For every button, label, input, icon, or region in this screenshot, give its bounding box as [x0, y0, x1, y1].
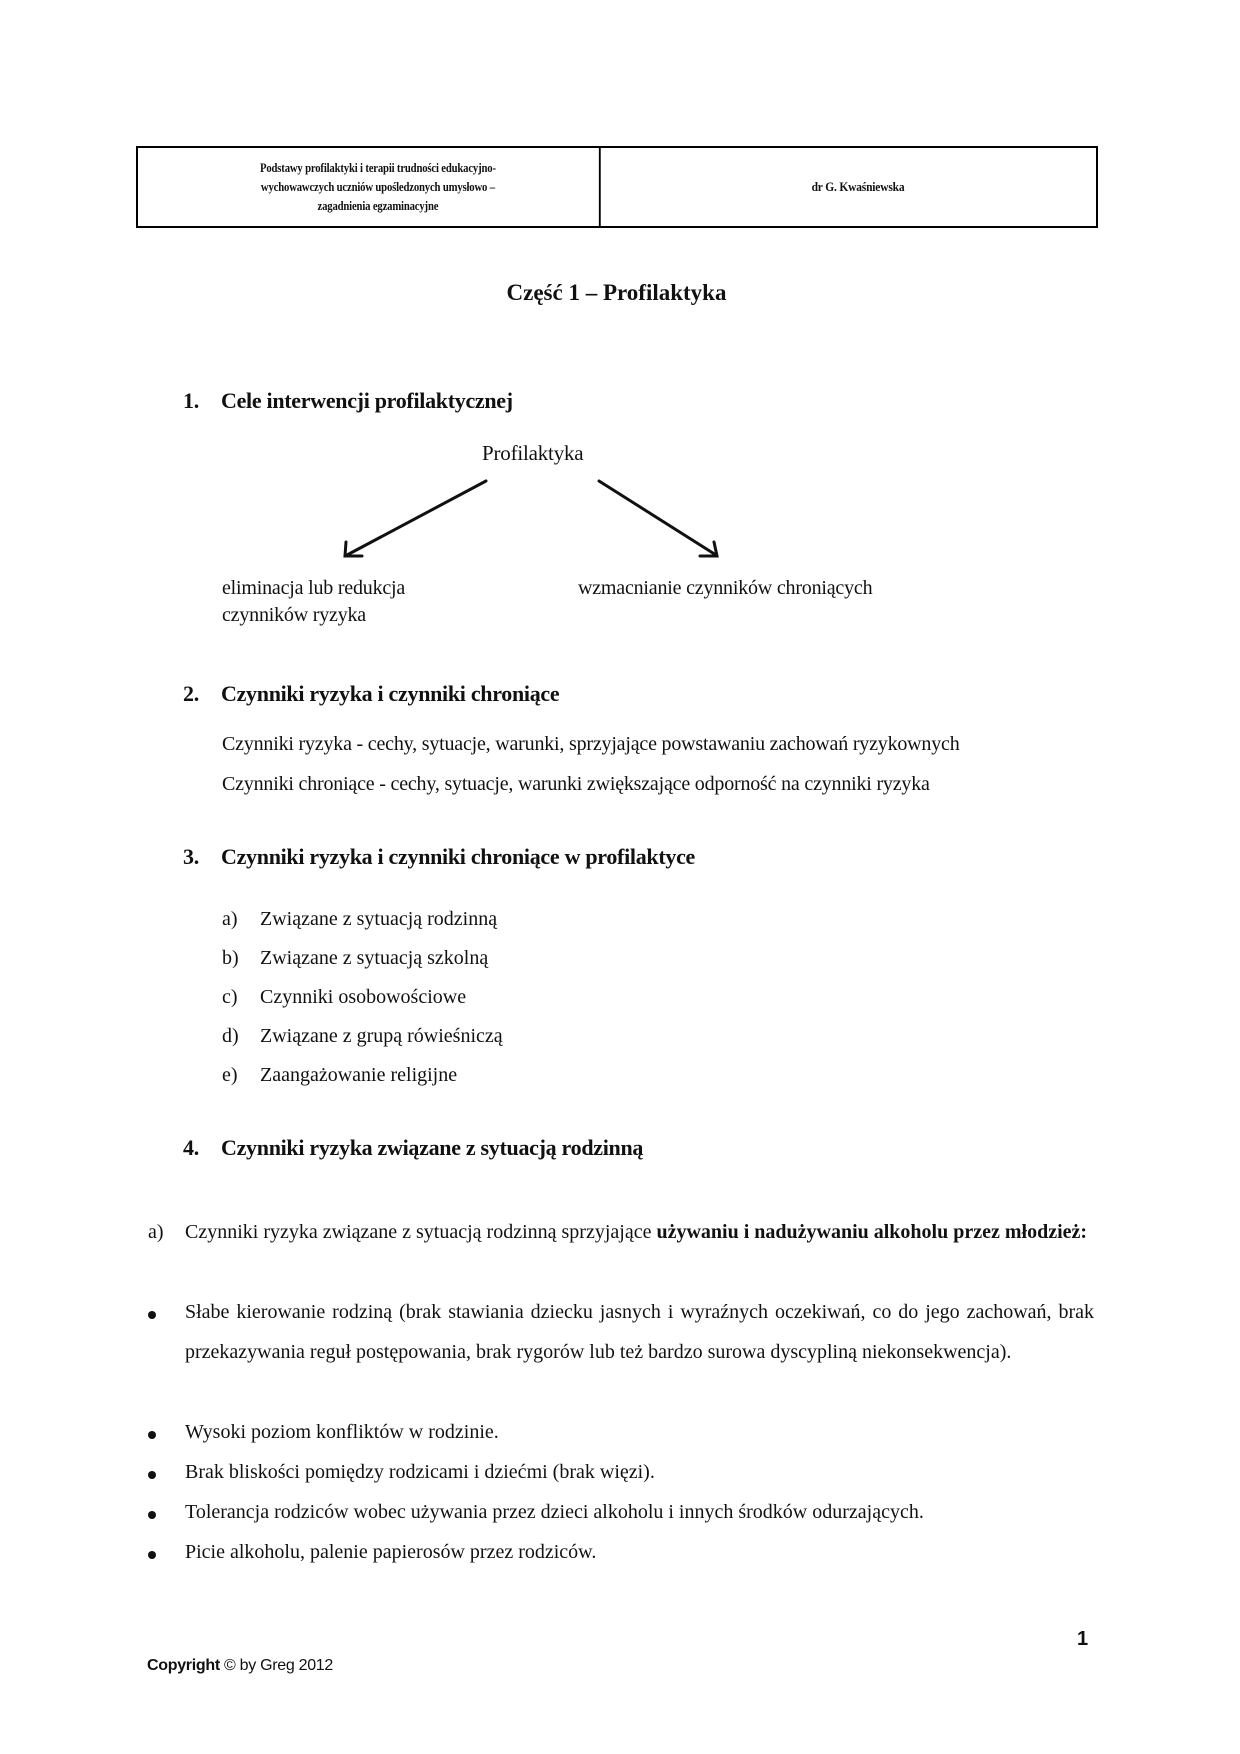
- diagram-root-label: Profilaktyka: [482, 441, 584, 465]
- bullet-icon: [148, 1511, 156, 1519]
- list-item: d) Związane z grupą rówieśniczą: [222, 1025, 503, 1047]
- bullet-item: Wysoki poziom konfliktów w rodzinie.: [148, 1412, 1094, 1452]
- definition-risk-factors: Czynniki ryzyka - cechy, sytuacje, warunki, sprzyjające powstawaniu zachowań ryzykownych: [222, 733, 960, 755]
- diagram-left-label-line-2: czynników ryzyka: [222, 604, 366, 626]
- section-1-heading: 1. Cele interwencji profilaktycznej: [183, 388, 513, 413]
- right-arrow-line: [599, 481, 716, 555]
- bullet-item: Brak bliskości pomiędzy rodzicami i dziećmi (brak więzi).: [148, 1452, 1094, 1492]
- bullet-icon: [148, 1431, 156, 1439]
- bullet-item: Tolerancja rodziców wobec używania przez dzieci alkoholu i innych środków odurzających.: [148, 1492, 1094, 1532]
- left-arrow-line: [347, 481, 486, 555]
- list-item: e) Zaangażowanie religijne: [222, 1064, 458, 1086]
- list-item: b) Związane z sytuacją szkolną: [222, 947, 489, 969]
- page-number: 1: [1077, 1628, 1089, 1650]
- diagram-left-label-line-1: eliminacja lub redukcja: [222, 577, 406, 599]
- course-title-line: Podstawy profilaktyki i terapii trudności edukacyjno-: [260, 160, 497, 175]
- course-title-line: wychowawczych uczniów upośledzonych umysłowo –: [261, 179, 496, 194]
- point-a-paragraph: a) Czynniki ryzyka związane z sytuacją rodzinną sprzyjające używaniu i nadużywaniu alkoholu przez młodzież:: [148, 1221, 1088, 1243]
- section-2-heading: 2. Czynniki ryzyka i czynniki chroniące: [183, 681, 560, 706]
- bullet-icon: [148, 1311, 156, 1319]
- author-name: dr G. Kwaśniewska: [811, 179, 905, 194]
- bullet-icon: [148, 1551, 156, 1559]
- list-item: c) Czynniki osobowościowe: [222, 986, 467, 1008]
- diagram-right-label: wzmacnianie czynników chroniących: [578, 577, 873, 599]
- bullet-item: Słabe kierowanie rodziną (brak stawiania dziecku jasnych i wyraźnych oczekiwań, co do jego zachowań, brak przekazywania reguł postępowania, brak rygorów lub też bardzo surowa dyscypliną niekonsekwencja).: [148, 1292, 1094, 1412]
- section-4-heading: 4. Czynniki ryzyka związane z sytuacją rodzinną: [183, 1135, 644, 1160]
- bullet-icon: [148, 1471, 156, 1479]
- bullet-item: Picie alkoholu, palenie papierosów przez rodziców.: [148, 1532, 1094, 1572]
- course-title-line: zagadnienia egzaminacyjne: [317, 198, 439, 213]
- page-title: Część 1 – Profilaktyka: [506, 280, 727, 305]
- section-3-heading: 3. Czynniki ryzyka i czynniki chroniące w profilaktyce: [183, 844, 695, 869]
- copyright-notice: Copyright © by Greg 2012: [147, 1657, 333, 1674]
- list-item: a) Związane z sytuacją rodzinną: [222, 908, 498, 930]
- definition-protective-factors: Czynniki chroniące - cechy, sytuacje, warunki zwiększające odporność na czynniki ryzyka: [222, 773, 930, 795]
